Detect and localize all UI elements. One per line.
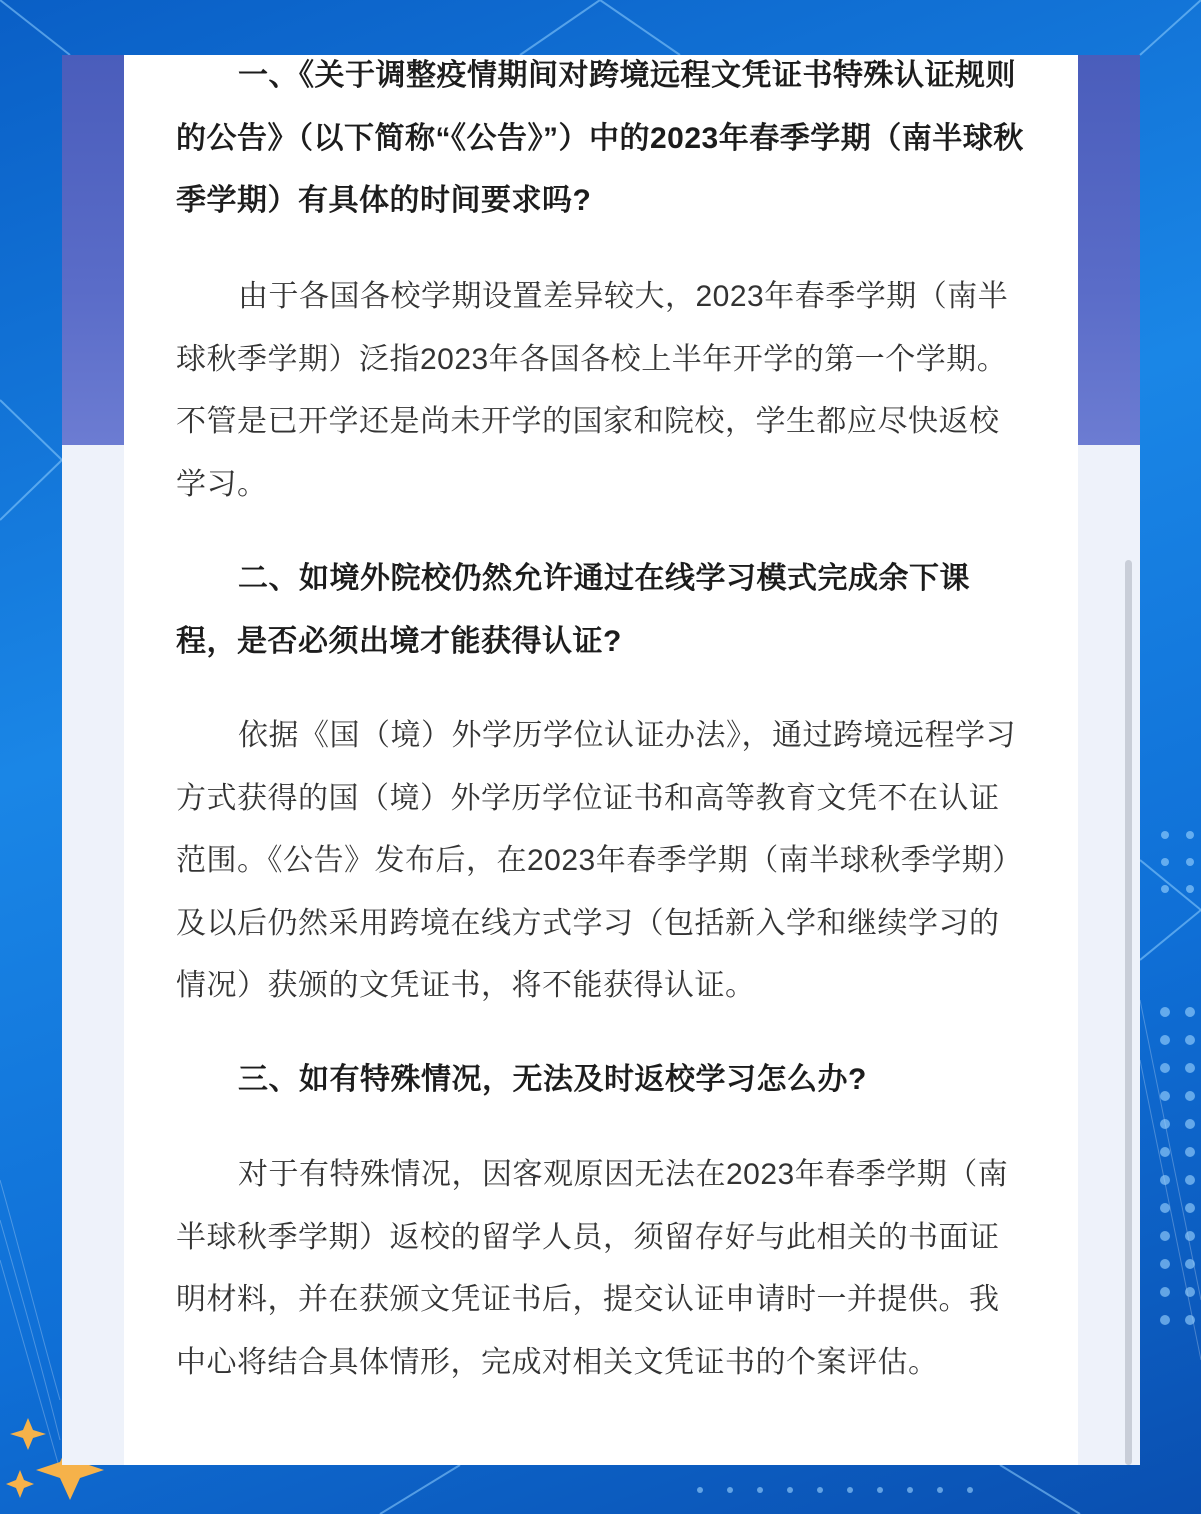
document-frame <box>62 55 1140 1465</box>
answer-1: 由于各国各校学期设置差异较大，2023年春季学期（南半球秋季学期）泛指2023年各国各校上半年开学的第一个学期。不管是已开学还是尚未开学的国家和院校，学生都应尽快返校学习。 <box>176 280 1009 501</box>
question-2: 二、如境外院校仍然允许通过在线学习模式完成余下课程，是否必须出境才能获得认证? <box>176 562 970 658</box>
answer-2: 依据《国（境）外学历学位认证办法》，通过跨境远程学习方式获得的国（境）外学历学位证书和高等教育文凭不在认证范围。《公告》发布后，在2023年春季学期（南半球秋季学期）及以后仍然采用跨境在线方式学习（包括新入学和继续学习的情况）获颁的文凭证书，将不能获得认证。 <box>176 719 1023 1002</box>
question-3: 三、如有特殊情况，无法及时返校学习怎么办? <box>238 1063 867 1096</box>
header-band-right <box>1078 55 1140 445</box>
sparkle-icon <box>10 1418 46 1450</box>
scrollbar[interactable] <box>1125 560 1132 1465</box>
sparkle-icon <box>6 1470 34 1498</box>
answer-3: 对于有特殊情况，因客观原因无法在2023年春季学期（南半球秋季学期）返校的留学人员，须留存好与此相关的书面证明材料，并在获颁文凭证书后，提交认证申请时一并提供。我中心将结合具体情形，完成对相关文凭证书的个案评估。 <box>176 1158 1009 1379</box>
question-1: 一、《关于调整疫情期间对跨境远程文凭证书特殊认证规则的公告》（以下简称“《公告》”）中的2023年春季学期（南半球秋季学期）有具体的时间要求吗? <box>176 59 1024 217</box>
header-band-left <box>62 55 124 445</box>
